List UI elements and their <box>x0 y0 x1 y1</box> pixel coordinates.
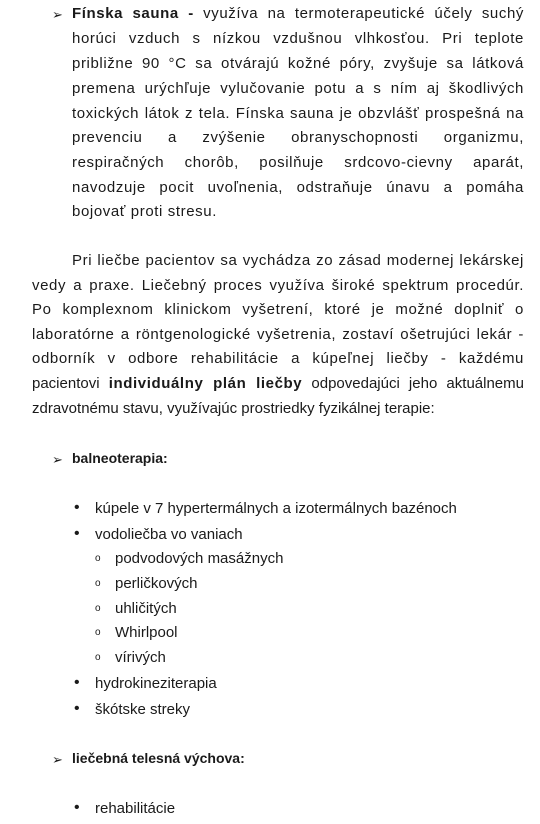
treatment-line-6-a: pacientovi <box>32 375 109 392</box>
treatment-line-2: vedy a praxe. Liečebný proces využíva široké spektrum procedúr. <box>32 277 524 294</box>
bullet-icon: • <box>74 525 80 542</box>
bullet-icon: • <box>74 799 80 816</box>
sauna-line-3: približne 90 °C sa otvárajú kožné póry, zvyšuje sa látková <box>72 55 524 72</box>
individual-plan-emphasis: individuálny plán liečby <box>108 375 303 392</box>
balneo-item-3: hydrokineziterapia <box>95 675 217 692</box>
sauna-line-1 <box>72 5 524 22</box>
balneo-heading: balneoterapia: <box>72 450 168 466</box>
circle-bullet-icon: o <box>95 603 101 614</box>
circle-bullet-icon: o <box>95 652 101 663</box>
circle-bullet-icon: o <box>95 553 101 564</box>
balneo-item-4: škótske streky <box>95 701 191 718</box>
balneo-subitem-4: Whirlpool <box>115 624 178 641</box>
sauna-line-5: toxických látok z tela. Fínska sauna je obzvlášť prospešná na <box>72 105 524 122</box>
lte-item-1: rehabilitácie <box>95 800 176 817</box>
balneo-item-2: vodoliečba vo vaniach <box>95 526 243 543</box>
circle-bullet-icon: o <box>95 578 101 589</box>
sauna-line-9: bojovať proti stresu. <box>72 203 217 220</box>
treatment-line-1: Pri liečbe pacientov sa vychádza zo zásad modernej lekárskej <box>72 252 524 269</box>
arrow-bullet-icon: ➢ <box>52 752 63 767</box>
treatment-line-7: zdravotnému stavu, využívajúc prostriedky fyzikálnej terapie: <box>32 400 435 417</box>
balneo-subitem-3: uhličitých <box>115 600 177 617</box>
treatment-line-5: odborník v odbore rehabilitácie a kúpeľnej liečby - každému <box>32 350 524 367</box>
treatment-line-6 <box>32 375 524 392</box>
sauna-line-6: prevenciu a zvýšenie obranyschopnosti organizmu, <box>72 129 524 146</box>
balneo-subitem-5: vírivých <box>115 649 166 666</box>
treatment-line-4: laboratórne a röntgenologické vyšetrenia, zostaví ošetrujúci lekár - <box>32 326 524 343</box>
sauna-line-4: premena urýchľuje vylučovanie potu a s ním aj škodlivých <box>72 80 524 97</box>
bullet-icon: • <box>74 499 80 516</box>
bullet-icon: • <box>74 674 80 691</box>
treatment-line-6-c: odpovedajúci jeho aktuálnemu <box>302 375 524 392</box>
sauna-line-8: navodzuje pocit uvoľnenia, odstraňuje únavu a pomáha <box>72 179 524 196</box>
balneo-item-1: kúpele v 7 hypertermálnych a izotermálnych bazénoch <box>95 500 457 517</box>
arrow-bullet-icon: ➢ <box>52 7 63 22</box>
lte-heading: liečebná telesná výchova: <box>72 750 245 766</box>
balneo-subitem-1: podvodových masážnych <box>115 550 284 567</box>
arrow-bullet-icon: ➢ <box>52 452 63 467</box>
sauna-line-1-text: využíva na termoterapeutické účely suchý <box>203 5 524 22</box>
bullet-icon: • <box>74 700 80 717</box>
sauna-line-7: respiračných chorôb, posilňuje srdcovo-cievny aparát, <box>72 154 524 171</box>
sauna-line-2: horúci vzduch s nízkou vzdušnou vlhkosťou. Pri teplote <box>72 30 524 47</box>
circle-bullet-icon: o <box>95 627 101 638</box>
treatment-line-3: Po komplexnom klinickom vyšetrení, ktoré je možné doplniť o <box>32 301 524 318</box>
balneo-subitem-2: perličkových <box>115 575 198 592</box>
sauna-term: Fínska sauna - <box>72 5 204 22</box>
